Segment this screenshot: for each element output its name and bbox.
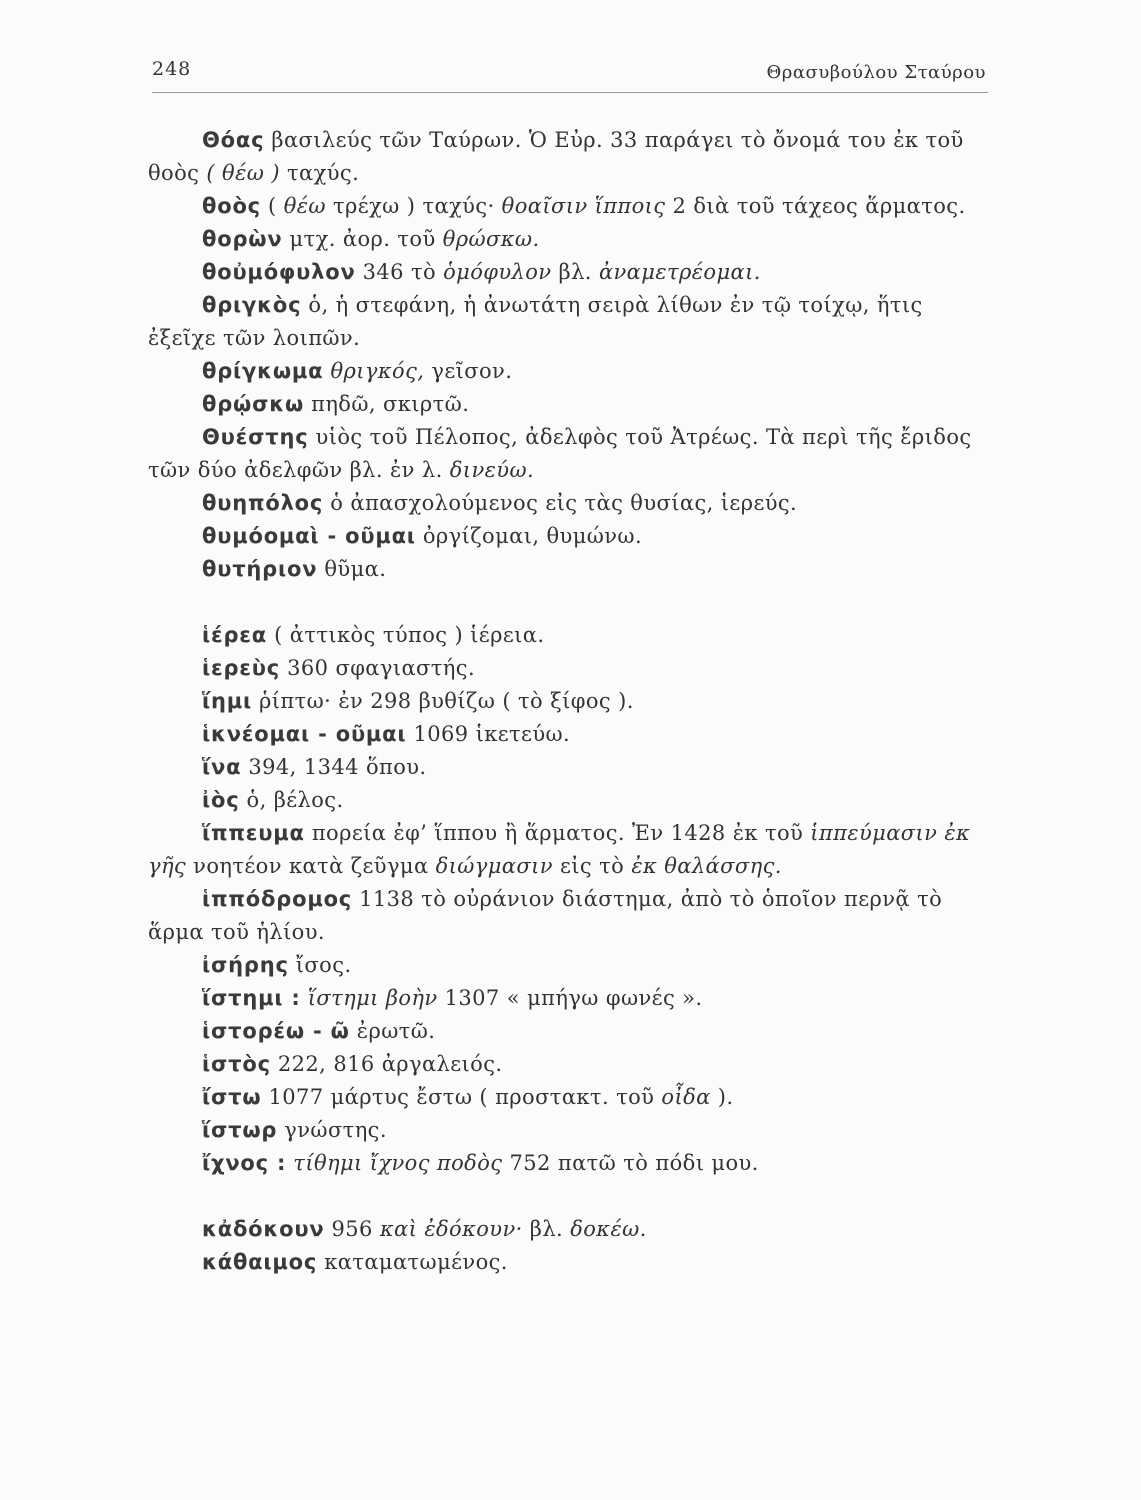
entry-text: 1077 μάρτυς ἔστω ( προστακτ. τοῦ — [261, 1085, 662, 1109]
entry-lemma: ἱέρεα — [202, 623, 268, 647]
entry-italic-text: οἶδα — [661, 1085, 711, 1109]
page-header — [152, 58, 988, 93]
entry-ippodromos — [148, 883, 988, 949]
entry-lemma: θορὼν — [202, 227, 283, 251]
entry-lemma: κάθαιμος — [202, 1250, 318, 1274]
entry-thrigkoma — [148, 355, 988, 388]
entry-ikneomai — [148, 718, 988, 751]
page-number: 248 — [152, 58, 192, 80]
entry-kadokoun — [148, 1213, 988, 1246]
entry-text: τρέχω ) ταχύς· — [325, 194, 502, 218]
entry-lemma: ἱππόδρομος — [202, 887, 353, 911]
entry-istimi — [148, 982, 988, 1015]
entry-lemma: ἵππευμα — [202, 821, 305, 845]
entry-text: βασιλεύς τῶν Ταύρων. Ὁ Εὐρ. 33 παράγει τὸ ὄνομά του ἐκ τοῦ θοὸς — [148, 128, 964, 185]
entry-text: ). — [710, 1085, 734, 1109]
entry-italic-text: καὶ ἐδόκουν· — [379, 1217, 523, 1241]
entry-text: νοητέον κατὰ ζεῦγμα — [186, 854, 436, 878]
entry-text: 346 τὸ — [355, 260, 444, 284]
entry-text: 1307 « μπήγω φωνές ». — [437, 986, 703, 1010]
entry-text: καταματωμένος. — [317, 1250, 508, 1274]
entry-lemma: ἱστὸς — [202, 1052, 271, 1076]
entry-lemma: Θυέστης — [202, 425, 309, 449]
entry-text: θῦμα. — [317, 557, 387, 581]
entry-thyipolos — [148, 487, 988, 520]
entry-text: βλ. — [551, 260, 599, 284]
entry-lemma: θυμόομαὶ - οῦμαι — [202, 524, 416, 548]
entry-italic-text: ( θέω ) — [206, 161, 280, 185]
entry-throsko — [148, 388, 988, 421]
entry-lemma: κἀδόκουν — [202, 1217, 325, 1241]
entry-text: βλ. — [522, 1217, 571, 1241]
entry-text: γνώστης. — [277, 1118, 387, 1142]
entry-lemma: ἱερεὺς — [202, 656, 281, 680]
entry-thrigkos — [148, 289, 988, 355]
entry-italic-text: ἱππεύμασιν ἐκ γῆς — [148, 821, 971, 878]
entry-text: πηδῶ, σκιρτῶ. — [304, 392, 470, 416]
entry-text: πορεία ἐφ’ ἵππου ἢ ἅρματος. Ἐν 1428 ἐκ τοῦ — [304, 821, 811, 845]
entry-text: ( — [260, 194, 284, 218]
entry-italic-text: θοαῖσιν ἵπποις — [501, 194, 666, 218]
entry-text: 222, 816 ἀργαλειός. — [270, 1052, 503, 1076]
entry-lemma: ἵστημι : — [202, 986, 301, 1010]
running-head: Θρασυβούλου Σταύρου — [766, 62, 986, 83]
entry-text: ταχύς. — [279, 161, 360, 185]
entry-thyestis — [148, 421, 988, 487]
entry-ichnos — [148, 1147, 988, 1180]
entry-italic-text: δοκέω. — [570, 1217, 647, 1241]
entry-ios — [148, 784, 988, 817]
entry-lemma: θρίγκωμα — [202, 359, 324, 383]
entry-lemma: ἵημι — [202, 689, 252, 713]
entry-iimi — [148, 685, 988, 718]
entry-text: υἱὸς τοῦ Πέλοπος, ἀδελφὸς τοῦ Ἀτρέως. Τὰ περὶ τῆς ἔριδος τῶν δύο ἀδελφῶν βλ. ἐν λ. — [148, 425, 972, 482]
entry-text — [301, 986, 308, 1010]
entry-text: 394, 1344 ὅπου. — [241, 755, 427, 779]
entry-lemma: ἵστωρ — [202, 1118, 278, 1142]
entry-text: 752 πατῶ τὸ πόδι μου. — [502, 1151, 759, 1175]
entry-text: ( ἀττικὸς τύπος ) ἱέρεια. — [267, 623, 545, 647]
entry-istor — [148, 1114, 988, 1147]
entry-ierea — [148, 619, 988, 652]
entry-lemma: ἵνα — [202, 755, 242, 779]
entry-iereus — [148, 652, 988, 685]
entry-text: ὁ, ἡ στεφάνη, ἡ ἀνωτάτη σειρὰ λίθων ἐν τῷ τοίχῳ, ἥτις ἐξεῖχε τῶν λοιπῶν. — [148, 293, 923, 350]
entry-lemma: θοὸς — [202, 194, 261, 218]
entry-text: 1138 τὸ οὐράνιον διάστημα, ἀπὸ τὸ ὁποῖον περνᾷ τὸ ἅρμα τοῦ ἡλίου. — [148, 887, 943, 944]
entry-italic-text: ἀναμετρέομαι. — [598, 260, 761, 284]
entry-italic-text: θρώσκω. — [442, 227, 540, 251]
entry-italic-text: δινεύω. — [449, 458, 535, 482]
entry-text: ὁ ἀπασχολούμενος εἰς τὰς θυσίας, ἱερεύς. — [323, 491, 798, 515]
entry-italic-text: ἵστημι βοὴν — [307, 986, 438, 1010]
entry-text: ἐρωτῶ. — [349, 1019, 436, 1043]
entry-lemma: ἱκνέομαι - οῦμαι — [202, 722, 407, 746]
entry-istoreo — [148, 1015, 988, 1048]
entry-kathaimos — [148, 1246, 988, 1279]
entry-thytirion — [148, 553, 988, 586]
entry-lemma: θρῴσκω — [202, 392, 305, 416]
entry-lemma: ἱστορέω - ῶ — [202, 1019, 350, 1043]
entry-text: 956 — [324, 1217, 380, 1241]
entry-lemma: ἴχνος : — [202, 1151, 287, 1175]
entry-thoas — [148, 124, 988, 190]
entry-ina — [148, 751, 988, 784]
entry-text: εἰς τὸ — [552, 854, 632, 878]
entry-lemma: θυτήριον — [202, 557, 318, 581]
entry-text: γεῖσον. — [424, 359, 513, 383]
entry-istos — [148, 1048, 988, 1081]
entry-italic-text: θέω — [283, 194, 326, 218]
entry-thymoomai — [148, 520, 988, 553]
entry-text: μτχ. ἀορ. τοῦ — [282, 227, 443, 251]
entry-lemma: ἰσήρης — [202, 953, 289, 977]
entry-lemma: θοὐμόφυλον — [202, 260, 356, 284]
entry-italic-text: τίθημι ἴχνος ποδὸς — [293, 1151, 503, 1175]
entry-lemma: ἴστω — [202, 1085, 262, 1109]
entry-italic-text: ἐκ θαλάσσης. — [631, 854, 782, 878]
entry-text: ὁ, βέλος. — [239, 788, 344, 812]
entry-lemma: θριγκὸς — [202, 293, 302, 317]
entry-thoos — [148, 190, 988, 223]
entry-text: ῥίπτω· ἐν 298 βυθίζω ( τὸ ξίφος ). — [251, 689, 634, 713]
entry-italic-text: ὁμόφυλον — [443, 260, 552, 284]
entry-isiris — [148, 949, 988, 982]
entry-italic-text: θριγκός, — [330, 359, 425, 383]
entry-lemma: ἰὸς — [202, 788, 240, 812]
entry-text: ὀργίζομαι, θυμώνω. — [415, 524, 643, 548]
entry-isto — [148, 1081, 988, 1114]
entry-ippeuma — [148, 817, 988, 883]
entry-lemma: θυηπόλος — [202, 491, 324, 515]
glossary-entries — [148, 124, 988, 1279]
entry-text: 360 σφαγιαστής. — [280, 656, 476, 680]
entry-thoumofylon — [148, 256, 988, 289]
entry-lemma: Θόας — [202, 128, 265, 152]
entry-text: 2 διὰ τοῦ τάχεος ἅρματος. — [665, 194, 966, 218]
entry-text: 1069 ἱκετεύω. — [406, 722, 571, 746]
entry-thoron — [148, 223, 988, 256]
entry-italic-text: διώγμασιν — [435, 854, 553, 878]
entry-text: ἴσος. — [288, 953, 352, 977]
